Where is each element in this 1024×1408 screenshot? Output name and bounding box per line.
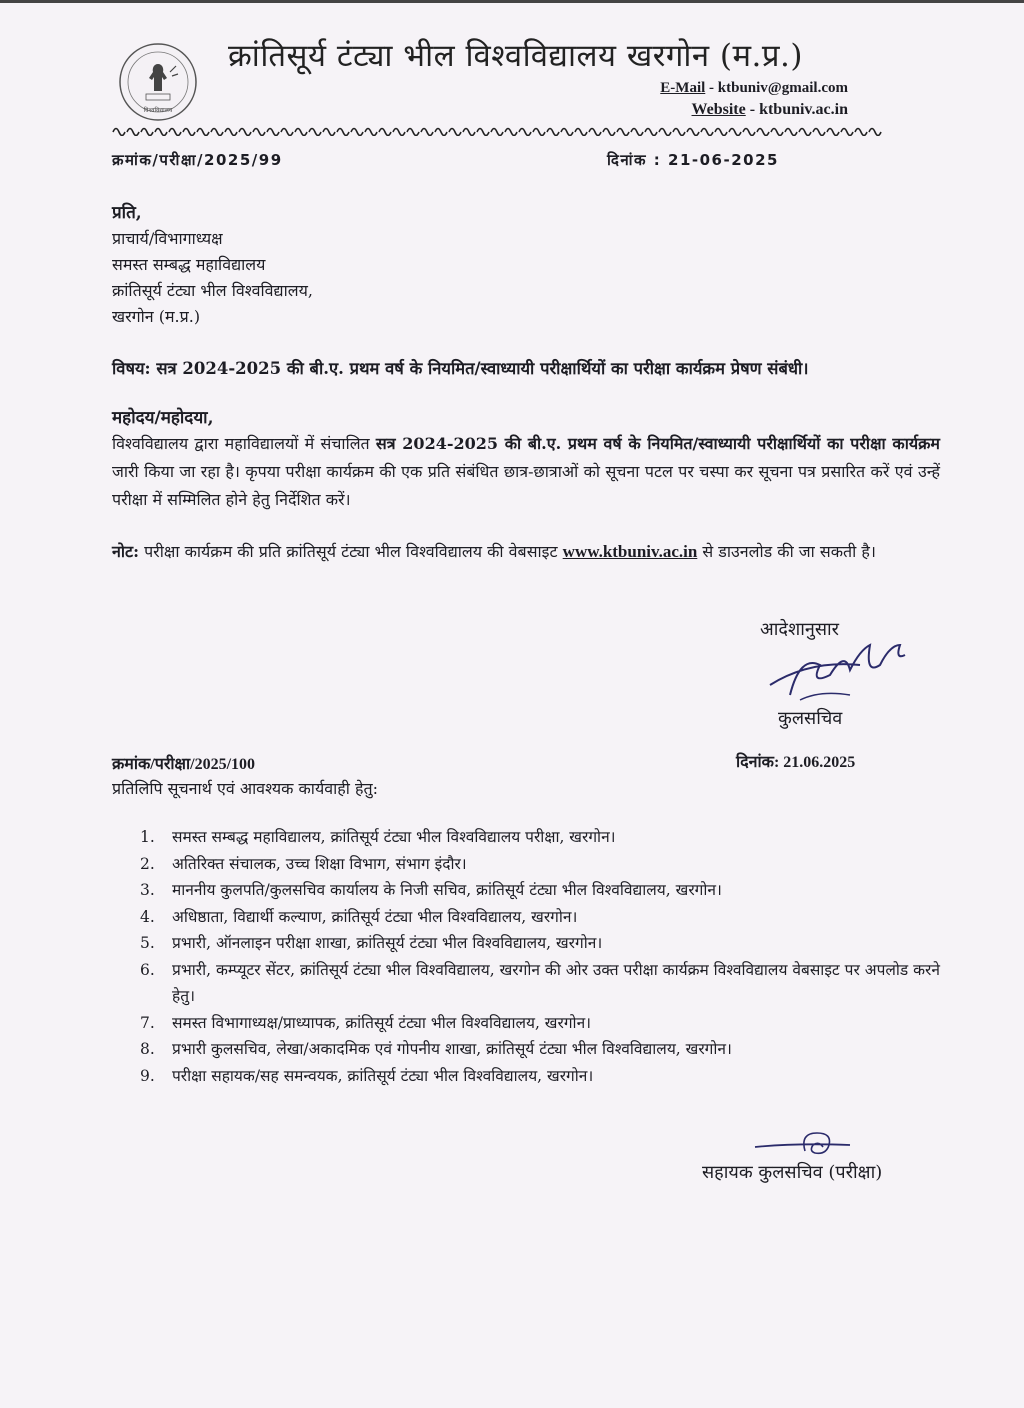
body-text-bold: सत्र 2024-2025 की बी.ए. प्रथम वर्ष के नियमित/स्वाध्यायी परीक्षार्थियों का परीक्षा कार्यक्रम [375,434,940,453]
assistant-registrar-title: सहायक कुलसचिव (परीक्षा) [702,1162,883,1183]
seal-text: विश्वविद्यालय [143,107,173,114]
list-item [140,824,940,851]
list-number: 4. [140,907,155,926]
list-text: माननीय कुलपति/कुलसचिव कार्यालय के निजी सचिव, क्रांतिसूर्य टंट्या भील विश्वविद्यालय, खरगोन। [172,881,722,899]
list-number: 1. [140,828,155,846]
email-label: E-Mail [660,80,706,96]
decorative-border [112,124,882,136]
list-number: 5. [140,934,155,952]
list-item [140,904,940,931]
list-text: समस्त सम्बद्ध महाविद्यालय, क्रांतिसूर्य टंट्या भील विश्वविद्यालय परीक्षा, खरगोन। [172,828,616,846]
to-heading: प्रति, [112,203,142,223]
letter-date: दिनांक : 21-06-2025 [607,151,779,169]
subject-line: विषय: सत्र 2024-2025 की बी.ए. प्रथम वर्ष के नियमित/स्वाध्यायी परीक्षार्थियों का परीक्षा कार्यक्रम प्रेषण संबंधी। [112,359,809,378]
salutation: महोदय/महोदया, [112,408,214,428]
website-link[interactable]: www.ktbuniv.ac.in [562,542,698,561]
list-text: प्रभारी, ऑनलाइन परीक्षा शाखा, क्रांतिसूर्य टंट्या भील विश्वविद्यालय, खरगोन। [172,934,603,952]
registrar-title: कुलसचिव [778,708,843,729]
copy-reference-number: क्रमांक/परीक्षा/2025/100 [112,756,256,773]
university-name: क्रांतिसूर्य टंट्या भील विश्वविद्यालय खरगोन (म.प्र.) [228,38,803,74]
list-item [140,877,940,904]
note-text: परीक्षा कार्यक्रम की प्रति क्रांतिसूर्य टंट्या भील विश्वविद्यालय की वेबसाइट [139,542,563,561]
list-item [140,1063,940,1090]
body-paragraph [112,430,940,514]
list-number: 6. [140,960,155,979]
reference-number: क्रमांक/परीक्षा/2025/99 [112,151,283,169]
list-text: प्रभारी, कम्प्यूटर सेंटर, क्रांतिसूर्य टंट्या भील विश्वविद्यालय, खरगोन की ओर उक्त परीक्षा कार्यक्रम विश्वविद्यालय वेबसाइट पर अपलोड करने हेतु। [172,960,940,1005]
order-text: आदेशानुसार [760,619,840,640]
page-top-edge [0,0,1024,3]
website-label: Website [691,101,746,118]
copy-date: दिनांक: 21.06.2025 [736,754,856,771]
list-item [140,1036,940,1063]
body-text-1: विश्वविद्यालय द्वारा महाविद्यालयों में संचालित [112,434,376,453]
list-text: अधिष्ठाता, विद्यार्थी कल्याण, क्रांतिसूर्य टंट्या भील विश्वविद्यालय, खरगोन। [172,907,578,926]
list-text: प्रभारी कुलसचिव, लेखा/अकादमिक एवं गोपनीय शाखा, क्रांतिसूर्य टंट्या भील विश्वविद्यालय, खरगोन। [172,1040,732,1058]
list-number: 2. [140,854,155,873]
list-number: 3. [140,881,155,899]
list-number: 7. [140,1013,155,1032]
list-item [140,1010,940,1037]
website-value: - ktbuniv.ac.in [745,101,848,118]
body-text-2: जारी किया जा रहा है। कृपया परीक्षा कार्यक्रम की एक प्रति संबंधित छात्र-छात्राओं को सूचना पटल पर चस्पा कर सूचना पत्र प्रसारित करें एवं उन्हें परीक्षा में सम्मिलित होने हेतु निर्देशित करें। [112,462,940,509]
list-item [140,930,940,957]
copy-recipient-list [140,824,940,1089]
recipient-line-4: खरगोन (म.प्र.) [112,307,201,326]
email-line [660,80,848,97]
recipient-line-2: समस्त सम्बद्ध महाविद्यालय [112,255,266,274]
list-number: 9. [140,1066,155,1085]
university-seal-icon [118,42,198,122]
note-paragraph [112,538,940,566]
note-text-2: से डाउनलोड की जा सकती है। [697,542,876,561]
list-number: 8. [140,1040,155,1058]
list-item [140,851,940,878]
recipient-line-1: प्राचार्य/विभागाध्यक्ष [112,229,223,248]
assistant-registrar-signature [750,1125,860,1165]
registrar-signature [760,640,910,710]
email-value: - ktbuniv@gmail.com [705,80,848,96]
list-text: अतिरिक्त संचालक, उच्च शिक्षा विभाग, संभाग इंदौर। [172,854,467,873]
list-text: समस्त विभागाध्यक्ष/प्राध्यापक, क्रांतिसूर्य टंट्या भील विश्वविद्यालय, खरगोन। [172,1013,592,1032]
note-label: नोट: [112,542,139,561]
list-item [140,957,940,1010]
recipient-line-3: क्रांतिसूर्य टंट्या भील विश्वविद्यालय, [112,281,313,300]
website-line [692,101,848,119]
list-text: परीक्षा सहायक/सह समन्वयक, क्रांतिसूर्य टंट्या भील विश्वविद्यालय, खरगोन। [172,1066,594,1085]
copy-intro: प्रतिलिपि सूचनार्थ एवं आवश्यक कार्यवाही हेतु: [112,779,379,798]
